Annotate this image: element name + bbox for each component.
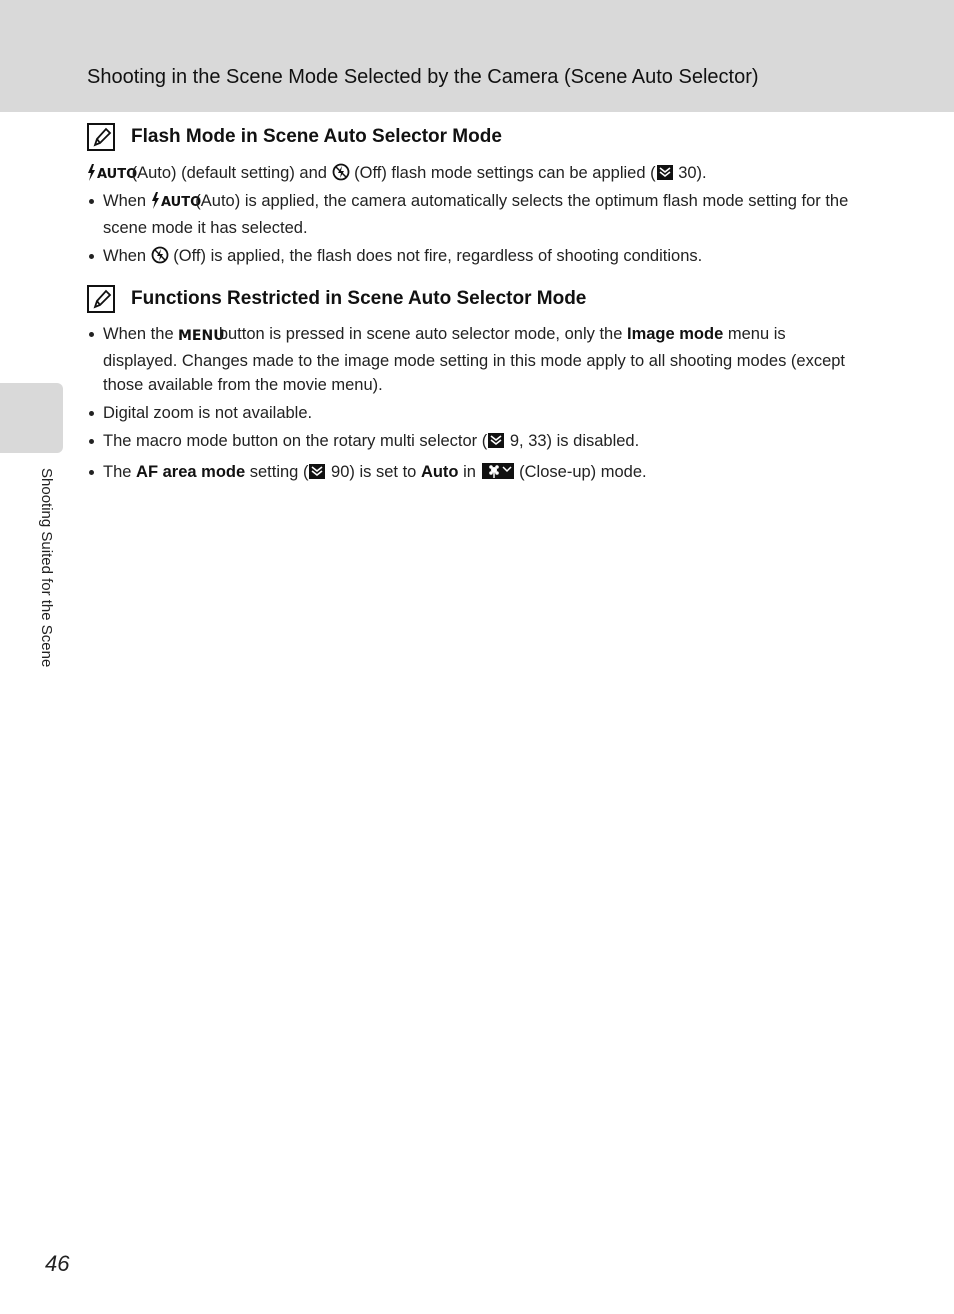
section-title: Functions Restricted in Scene Auto Selector Mode bbox=[131, 288, 587, 309]
list-item: When (Off) is applied, the flash does not fire, regardless of shooting conditions. bbox=[87, 244, 857, 271]
section-title: Flash Mode in Scene Auto Selector Mode bbox=[131, 126, 502, 147]
page-header-band bbox=[0, 0, 954, 112]
page-reference-icon bbox=[487, 432, 505, 456]
flash-mode-intro: AUTO (Auto) (default setting) and (Off) flash mode settings can be applied ( 30). bbox=[87, 161, 857, 188]
page-reference-icon bbox=[656, 164, 674, 188]
svg-text:AUTO: AUTO bbox=[97, 167, 138, 182]
pencil-note-icon bbox=[87, 285, 115, 313]
flash-auto-icon bbox=[87, 164, 138, 188]
chapter-tab-label: Shooting Suited for the Scene bbox=[38, 468, 55, 668]
page-title: Shooting in the Scene Mode Selected by the Camera (Scene Auto Selector) bbox=[87, 66, 759, 88]
pencil-note-icon bbox=[87, 123, 115, 151]
functions-restricted-bullet-list bbox=[87, 322, 857, 491]
flash-auto-icon bbox=[151, 192, 201, 216]
close-up-scene-icon bbox=[481, 462, 515, 487]
chapter-tab bbox=[0, 383, 63, 453]
list-item: The macro mode button on the rotary multi selector ( 9, 33) is disabled. bbox=[87, 429, 857, 456]
flash-off-icon bbox=[332, 163, 350, 188]
page-number: 46 bbox=[45, 1251, 70, 1276]
flash-off-icon bbox=[151, 246, 169, 271]
list-item: When the MENU button is pressed in scene auto selector mode, only the Image mode menu is displayed. Changes made to the image mode setting in this mode apply to all shooting modes (except those available from the movie menu). bbox=[87, 322, 857, 397]
section-functions-restricted-heading bbox=[87, 284, 586, 314]
page-reference-icon bbox=[308, 463, 326, 487]
svg-text:MENU: MENU bbox=[178, 328, 225, 344]
menu-button-icon bbox=[178, 325, 225, 349]
list-item: The AF area mode setting ( 90) is set to Auto in (Close-up) mode. bbox=[87, 460, 857, 487]
list-item: Digital zoom is not available. bbox=[87, 401, 857, 425]
svg-text:AUTO: AUTO bbox=[160, 195, 201, 210]
list-item: When AUTO (Auto) is applied, the camera automatically selects the optimum flash mode setting for the scene mode it has selected. bbox=[87, 189, 857, 240]
section-flash-mode-heading bbox=[87, 122, 502, 152]
flash-mode-bullet-list bbox=[87, 189, 857, 275]
